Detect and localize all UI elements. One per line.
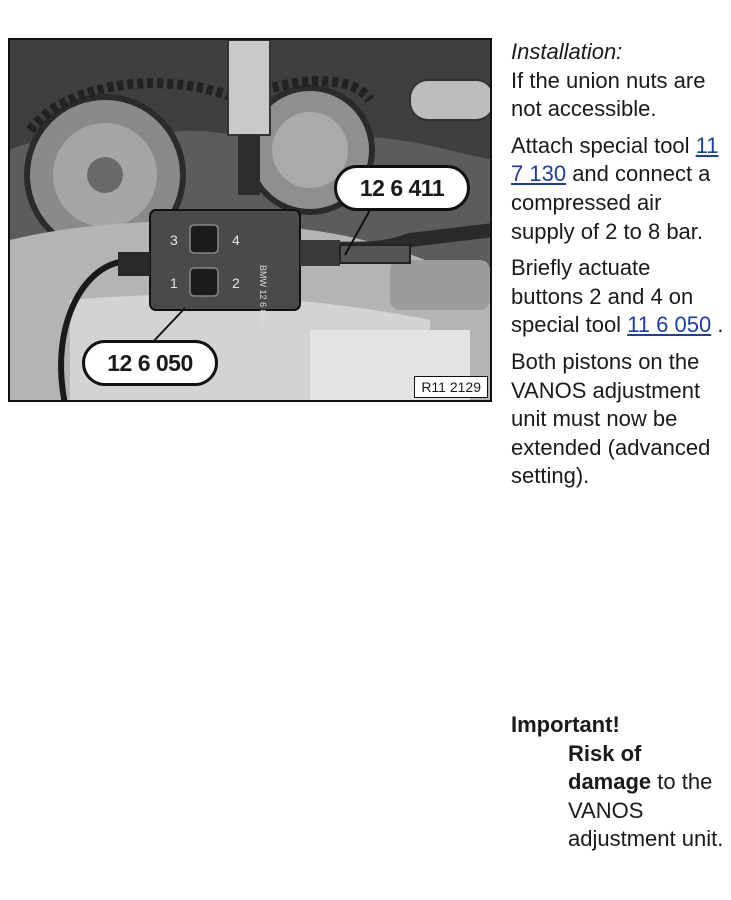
link-11-6-050[interactable]: 11 6 050: [627, 312, 712, 338]
important-title: Important!: [511, 712, 620, 737]
callout-tool-12-6-411: 12 6 411: [334, 165, 470, 211]
figure-reference: R11 2129: [414, 376, 488, 398]
attach-suffix: and connect a compressed air supply of 2 to 8 bar.: [511, 161, 711, 244]
tool-button-2: 2: [232, 275, 240, 291]
actuate-suffix: .: [717, 312, 724, 338]
tool-button-1: 1: [170, 275, 178, 291]
warning-text: [511, 740, 726, 854]
paragraph-union-nuts: If the union nuts are not accessible.: [511, 67, 706, 122]
engine-illustration: [10, 40, 492, 402]
paragraph-attach-tool: [511, 132, 726, 246]
warning-bold: Risk of damage: [568, 740, 652, 795]
paragraph-actuate-buttons: [511, 254, 726, 340]
tool-label: BMW 12 6 050: [258, 265, 268, 325]
important-notice: [511, 711, 726, 854]
engine-photo: [8, 38, 492, 402]
tool-button-3: 3: [170, 232, 178, 248]
instructions: [511, 38, 726, 499]
link-11-7-130[interactable]: 11 7 130: [511, 132, 719, 187]
paragraph-pistons: Both pistons on the VANOS adjustment unit must now be extended (advanced setting).: [511, 348, 711, 489]
actuate-prefix: Briefly actuate buttons 2 and 4 on special tool: [511, 255, 694, 338]
tool-button-4: 4: [232, 232, 240, 248]
section-heading: Installation:: [511, 39, 623, 64]
callout-tool-12-6-050: 12 6 050: [82, 340, 218, 386]
warning-rest: to the VANOS adjustment unit.: [568, 769, 724, 852]
attach-prefix: Attach special tool: [511, 132, 690, 158]
